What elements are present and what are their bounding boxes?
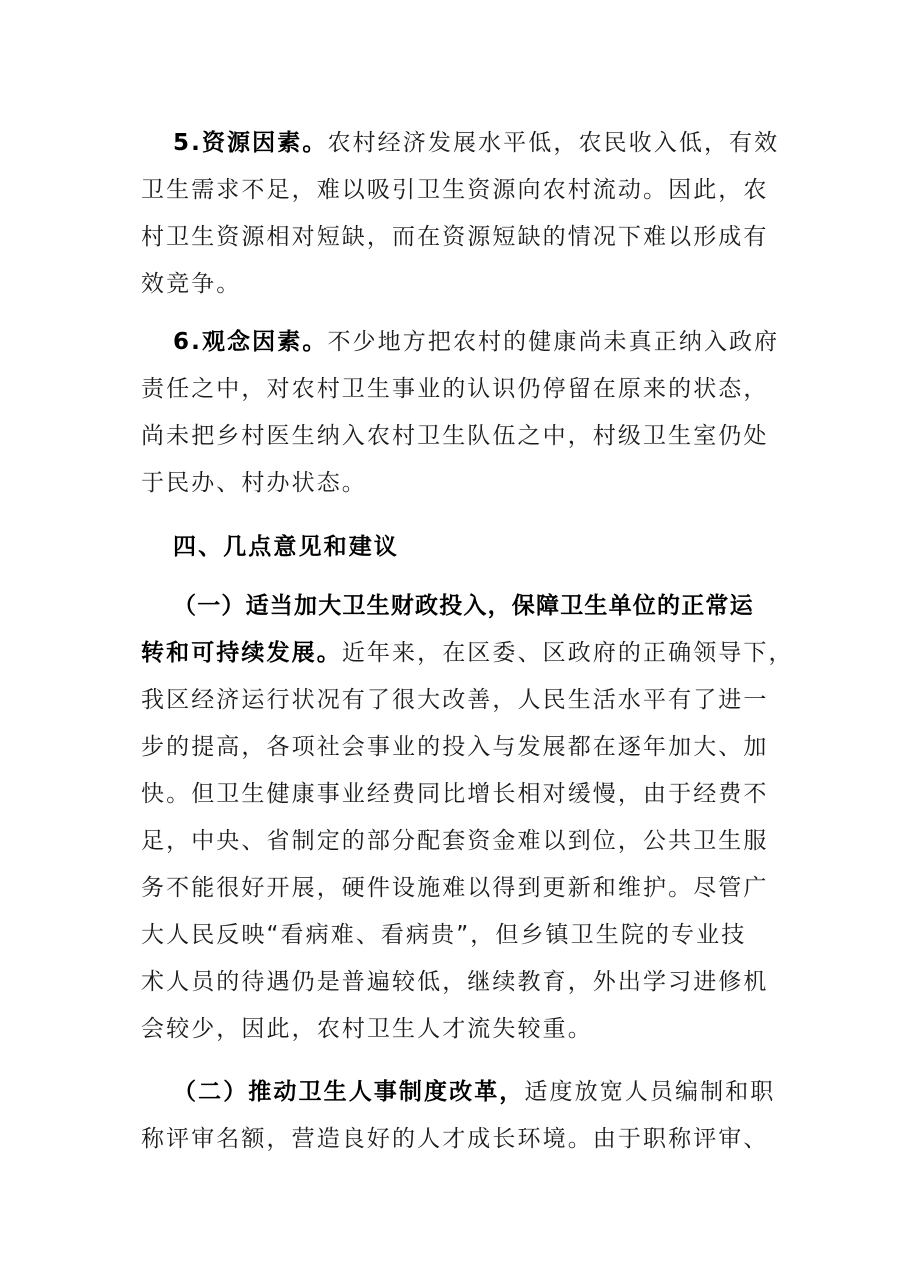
subsection-2-line-1 xyxy=(173,1072,781,1112)
subsection-2-text: 适度放宽人员编制和职 xyxy=(524,1079,776,1105)
paragraph-concept-line-3: 尚未把乡村医生纳入农村卫生队伍之中，村级卫生室仍处 xyxy=(141,423,769,449)
subsection-1-line-9: 会较少，因此，农村卫生人才流失较重。 xyxy=(141,1016,593,1042)
paragraph-resource-line-3: 村卫生资源相对短缺，而在资源短缺的情况下难以形成有 xyxy=(141,224,769,250)
section-title: 四、几点意见和建议 xyxy=(173,534,399,560)
subsection-2-line-2: 称评审名额，营造良好的人才成长环境。由于职称评审、 xyxy=(141,1126,769,1152)
subsection-1-line-7: 大人民反映“看病难、看病贵”，但乡镇卫生院的专业技 xyxy=(141,922,747,948)
subsection-1-line-3: 步的提高，各项社会事业的投入与发展都在逐年加大、加 xyxy=(141,734,769,760)
subsection-1-line-1 xyxy=(141,633,794,673)
subsection-1-line-2: 我区经济运行状况有了很大改善，人民生活水平有了进一 xyxy=(141,687,769,713)
paragraph-resource-text: 农村经济发展水平低，农民收入低，有效 xyxy=(327,130,780,156)
subsection-1-text: 近年来，在区委、区政府的正确领导下， xyxy=(341,640,794,666)
subsection-1-line-5: 足，中央、省制定的部分配套资金难以到位，公共卫生服 xyxy=(141,828,769,854)
paragraph-resource-line-1 xyxy=(173,123,781,163)
paragraph-concept-heading: 6.观念因素。 xyxy=(173,329,328,355)
subsection-1-line-8: 术人员的待遇仍是普遍较低，继续教育，外出学习进修机 xyxy=(141,969,769,995)
subsection-1-heading-line-1: （一）适当加大卫生财政投入，保障卫生单位的正常运 xyxy=(173,593,754,619)
paragraph-resource-line-4: 效竞争。 xyxy=(141,271,242,297)
paragraph-concept-text: 不少地方把农村的健康尚未真正纳入政府 xyxy=(327,329,780,355)
subsection-1-line-6: 务不能很好开展，硬件设施难以得到更新和维护。尽管广 xyxy=(141,875,769,901)
paragraph-concept-line-2: 责任之中，对农村卫生事业的认识仍停留在原来的状态， xyxy=(141,376,769,402)
subsection-1-heading-line-2: 转和可持续发展。 xyxy=(141,640,342,666)
paragraph-resource-line-2: 卫生需求不足，难以吸引卫生资源向农村流动。因此，农 xyxy=(141,177,769,203)
paragraph-concept-line-4: 于民办、村办状态。 xyxy=(141,470,367,496)
paragraph-concept-line-1 xyxy=(173,322,781,362)
subsection-1-line-4: 快。但卫生健康事业经费同比增长相对缓慢，由于经费不 xyxy=(141,781,769,807)
paragraph-resource-heading: 5.资源因素。 xyxy=(173,130,328,156)
subsection-2-heading: （二）推动卫生人事制度改革， xyxy=(173,1079,525,1105)
